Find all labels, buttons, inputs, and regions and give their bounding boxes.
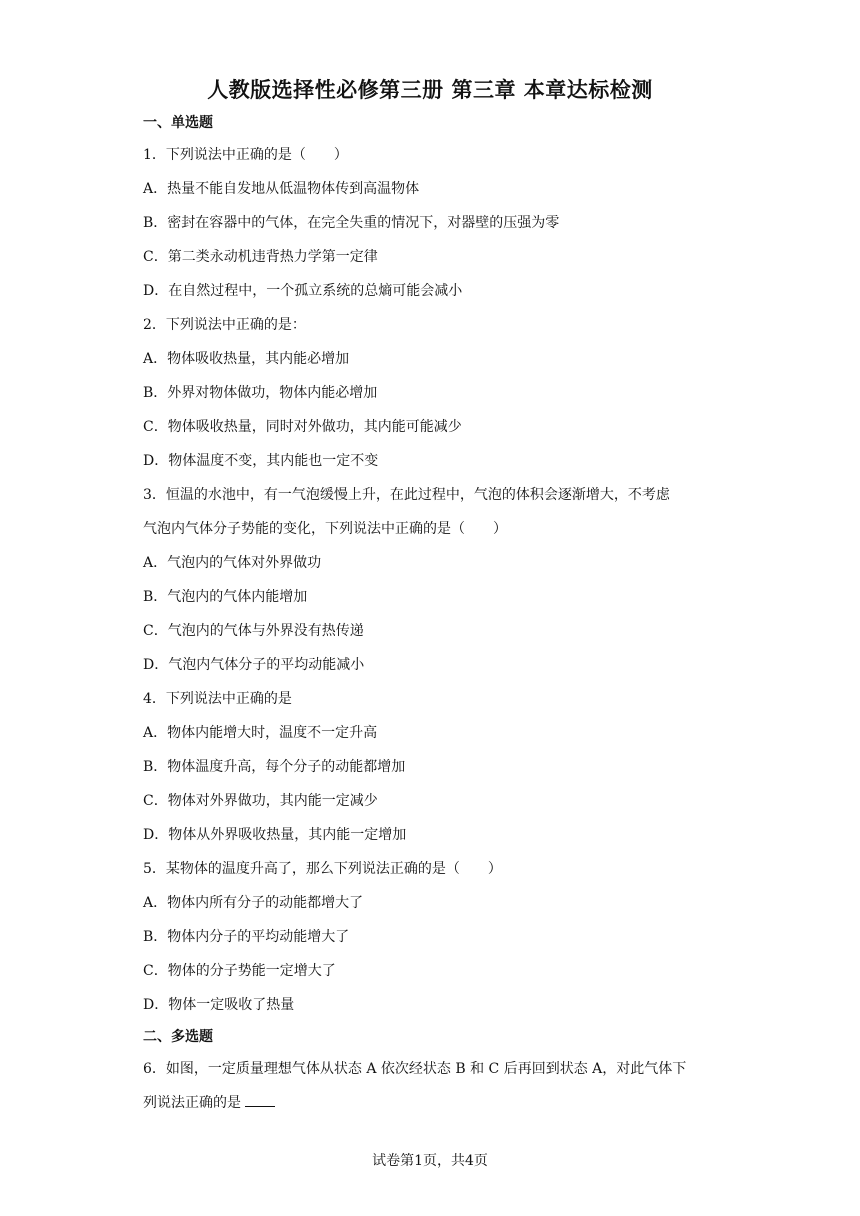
question-2 xyxy=(143,308,723,478)
question-stem: 1．下列说法中正确的是（ ） xyxy=(143,147,348,163)
option-a: A．气泡内的气体对外界做功 xyxy=(143,555,322,571)
option-c: C．物体对外界做功，其内能一定减少 xyxy=(143,793,378,809)
question-stem: 6．如图，一定质量理想气体从状态 A 依次经状态 B 和 C 后再回到状态 A，对此气体下 xyxy=(143,1061,687,1077)
page-footer: 试卷第1页，共4页 xyxy=(372,1153,488,1169)
exam-body xyxy=(143,108,723,1120)
option-b: B．气泡内的气体内能增加 xyxy=(143,589,308,605)
option-c: C．第二类永动机违背热力学第一定律 xyxy=(143,249,378,265)
question-stem: 4．下列说法中正确的是 xyxy=(143,691,292,707)
question-stem-continued: 列说法正确的是 xyxy=(143,1095,241,1111)
option-d: D．在自然过程中，一个孤立系统的总熵可能会减小 xyxy=(143,283,463,299)
question-1 xyxy=(143,138,723,308)
option-d: D．气泡内气体分子的平均动能减小 xyxy=(143,657,365,673)
option-d: D．物体一定吸收了热量 xyxy=(143,997,295,1013)
option-a: A．物体内所有分子的动能都增大了 xyxy=(143,895,364,911)
option-b: B．物体温度升高，每个分子的动能都增加 xyxy=(143,759,406,775)
question-stem: 3．恒温的水池中，有一气泡缓慢上升，在此过程中，气泡的体积会逐渐增大，不考虑 xyxy=(143,487,670,503)
option-a: A．热量不能自发地从低温物体传到高温物体 xyxy=(143,181,420,197)
question-stem: 2．下列说法中正确的是： xyxy=(143,317,306,333)
option-c: C．气泡内的气体与外界没有热传递 xyxy=(143,623,364,639)
question-3 xyxy=(143,478,723,682)
option-a: A．物体内能增大时，温度不一定升高 xyxy=(143,725,378,741)
option-a: A．物体吸收热量，其内能必增加 xyxy=(143,351,350,367)
option-b: B．外界对物体做功，物体内能必增加 xyxy=(143,385,378,401)
option-c: C．物体的分子势能一定增大了 xyxy=(143,963,336,979)
option-b: B．密封在容器中的气体，在完全失重的情况下，对器壁的压强为零 xyxy=(143,215,560,231)
question-stem-continued-line xyxy=(143,1086,723,1120)
question-4 xyxy=(143,682,723,852)
question-stem: 5．某物体的温度升高了，那么下列说法正确的是（ ） xyxy=(143,861,502,877)
question-6 xyxy=(143,1052,723,1120)
question-stem-continued: 气泡内气体分子势能的变化，下列说法中正确的是（ ） xyxy=(143,521,507,537)
question-5 xyxy=(143,852,723,1022)
section-heading: 一、单选题 xyxy=(143,115,213,131)
option-d: D．物体从外界吸收热量，其内能一定增加 xyxy=(143,827,407,843)
page-title: 人教版选择性必修第三册 第三章 本章达标检测 xyxy=(207,78,653,102)
option-c: C．物体吸收热量，同时对外做功，其内能可能减少 xyxy=(143,419,462,435)
option-b: B．物体内分子的平均动能增大了 xyxy=(143,929,350,945)
answer-blank xyxy=(245,1090,275,1107)
option-d: D．物体温度不变，其内能也一定不变 xyxy=(143,453,379,469)
section-heading: 二、多选题 xyxy=(143,1029,213,1045)
